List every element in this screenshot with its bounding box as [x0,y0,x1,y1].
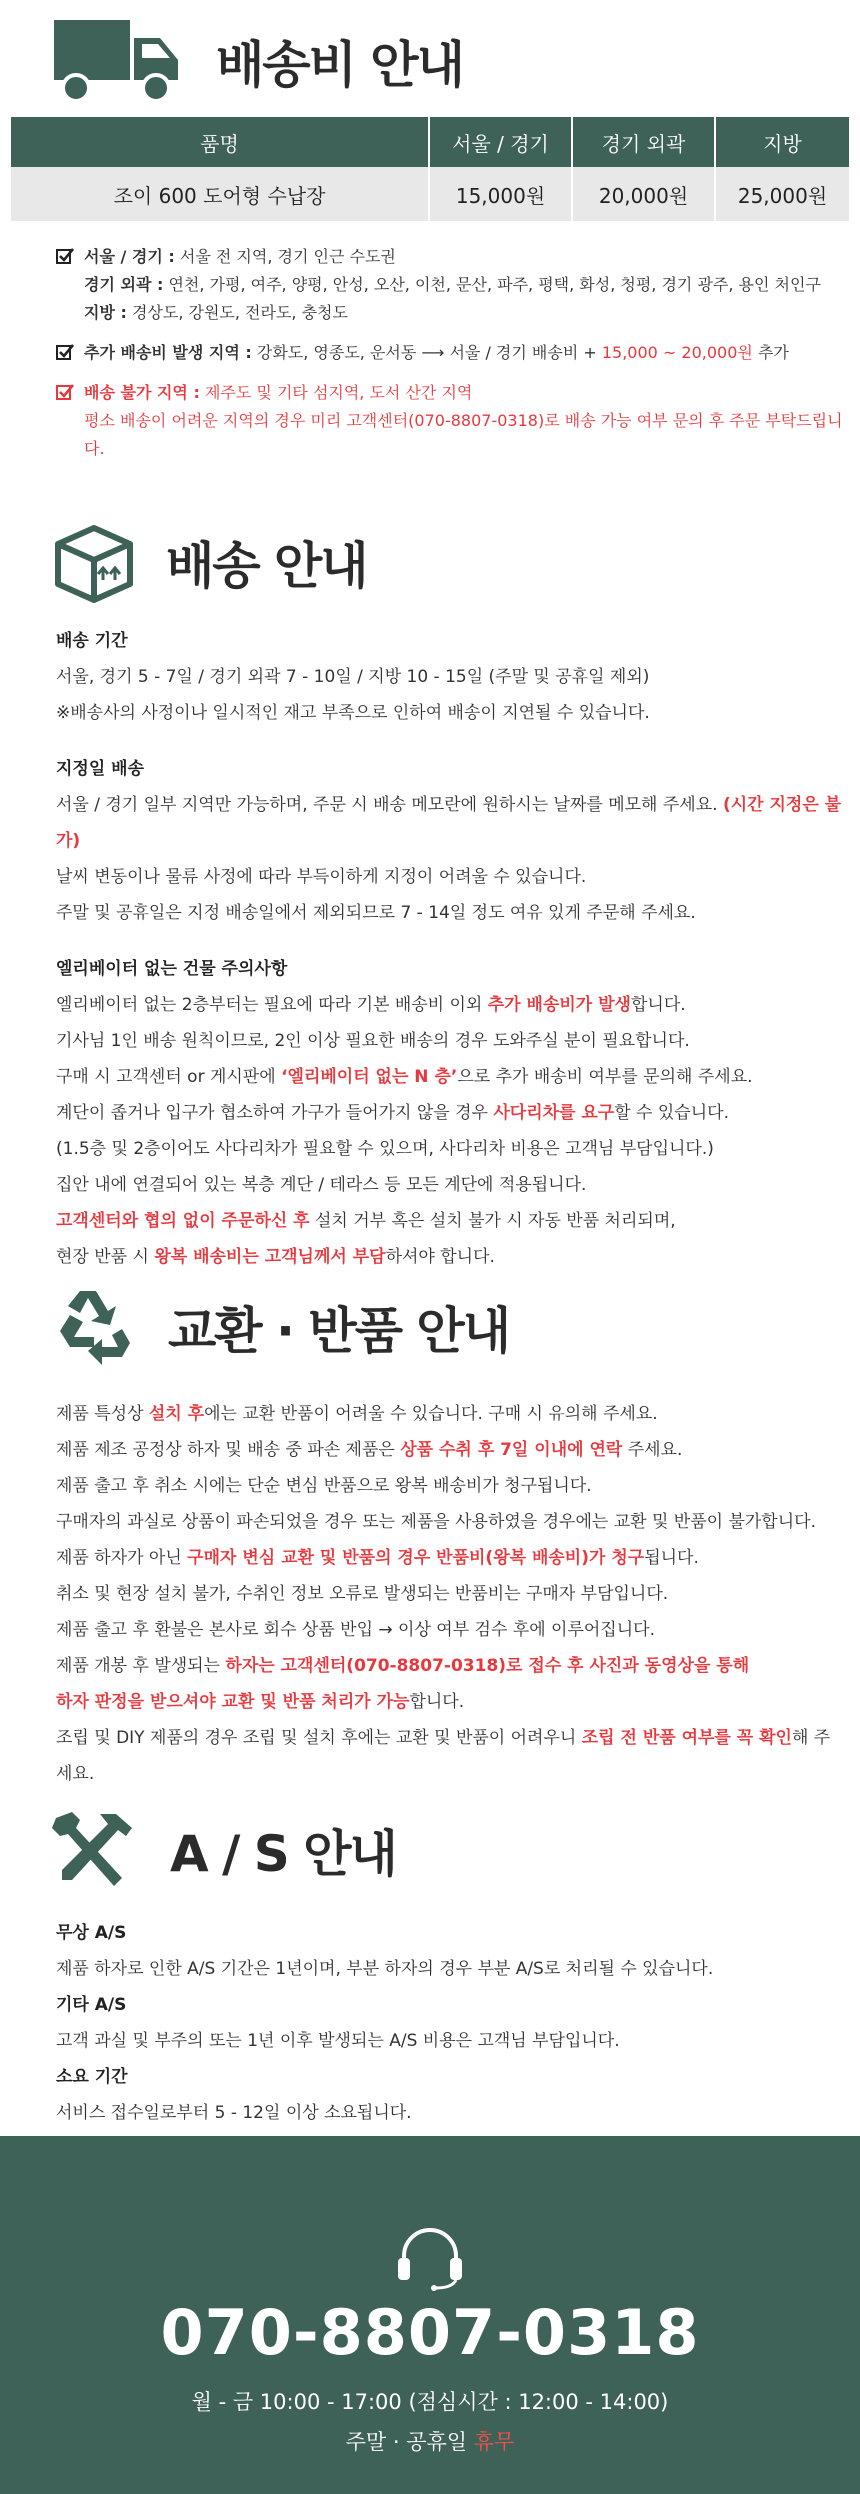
truck-icon [54,16,182,106]
as-time-heading: 소요 기간 [56,2067,128,2087]
table-header-cell: 지방 [715,117,849,167]
shipping-fee-table [11,117,849,221]
period-note: ※배송사의 사정이나 일시적인 재고 부족으로 인하여 배송이 지연될 수 있습니다. [56,703,650,723]
as-free-heading: 무상 A/S [56,1923,127,1943]
date-line: 날씨 변동이나 물류 사정에 따라 부득이하게 지정이 어려울 수 있습니다. [56,867,587,887]
returns-line: 제품 출고 후 취소 시에는 단순 변심 반품으로 왕복 배송비가 청구됩니다. [56,1476,592,1496]
returns-line: 제품 출고 후 환불은 본사로 회수 상품 반입 → 이상 여부 검수 후에 이루어집니다. [56,1620,655,1640]
as-time-text: 서비스 접수일로부터 5 - 12일 이상 소요됩니다. [56,2103,412,2123]
table-header-cell: 서울 / 경기 [429,117,572,167]
delivery-section [56,623,846,1275]
as-header [50,1810,396,1890]
elevator-line: 구매 시 고객센터 or 게시판에 ‘엘리베이터 없는 N 층’으로 추가 배송비 여부를 문의해 주세요. [56,1067,753,1087]
table-cell: 25,000원 [715,167,849,221]
as-etc-heading: 기타 A/S [56,1995,127,2015]
shipping-fee-title: 배송비 안내 [216,36,463,94]
note-region: 서울 / 경기 : 서울 전 지역, 경기 인근 수도권 [56,243,846,271]
delivery-header [52,520,367,604]
table-cell: 15,000원 [429,167,572,221]
table-header-cell: 품명 [11,117,429,167]
contact-footer [0,2136,860,2494]
period-line: 서울, 경기 5 - 7일 / 경기 외곽 7 - 10일 / 지방 10 - 15일 (주말 및 공휴일 제외) [56,667,650,687]
note-unavailable-detail: 평소 배송이 어려운 지역의 경우 미리 고객센터(070-8807-0318)로 배송 가능 여부 문의 후 주문 부탁드립니다. [84,411,843,458]
checkbox-icon [56,343,74,361]
elevator-line: 기사님 1인 배송 원칙이므로, 2인 이상 필요한 배송의 경우 도와주실 분이 필요합니다. [56,1031,690,1051]
period-heading: 배송 기간 [56,631,128,651]
returns-title: 교환 · 반품 안내 [168,1302,510,1360]
date-heading: 지정일 배송 [56,759,145,779]
elevator-line: 계단이 좁거나 입구가 협소하여 가구가 들어가지 않을 경우 사다리차를 요구할 수 있습니다. [56,1103,729,1123]
elevator-heading: 엘리베이터 없는 건물 주의사항 [56,959,288,979]
checkbox-icon [56,247,74,265]
tools-icon [50,1810,136,1890]
holiday-info: 주말 · 공휴일 휴무 [345,2430,515,2454]
elevator-line: 현장 반품 시 왕복 배송비는 고객님께서 부담하셔야 합니다. [56,1247,495,1267]
table-row [11,167,849,221]
note-local: 지방 : 경상도, 강원도, 전라도, 충청도 [84,303,348,322]
returns-line: 구매자의 과실로 상품이 파손되었을 경우 또는 제품을 사용하였을 경우에는 교환 및 반품이 불가합니다. [56,1512,816,1532]
date-line: 서울 / 경기 일부 지역만 가능하며, 주문 시 배송 메모란에 원하시는 날짜를 메모해 주세요. (시간 지정은 불가) [56,795,842,851]
returns-line: 제품 특성상 설치 후에는 교환 반품이 어려울 수 있습니다. 구매 시 유의해 주세요. [56,1404,658,1424]
elevator-line: 고객센터와 협의 없이 주문하신 후 설치 거부 혹은 설치 불가 시 자동 반품 처리되며, [56,1211,676,1231]
delivery-title: 배송 안내 [166,537,367,595]
date-line: 주말 및 공휴일은 지정 배송일에서 제외되므로 7 - 14일 정도 여유 있게 주문해 주세요. [56,903,696,923]
returns-line: 취소 및 현장 설치 불가, 수취인 정보 오류로 발생되는 반품비는 구매자 부담입니다. [56,1584,669,1604]
elevator-line: 집안 내에 연결되어 있는 복층 계단 / 테라스 등 모든 계단에 적용됩니다. [56,1175,587,1195]
table-header-row [11,117,849,167]
headset-icon [392,2226,468,2292]
returns-line: 제품 개봉 후 발생되는 하자는 고객센터(070-8807-0318)로 접수 후 사진과 동영상을 통해 [56,1656,750,1676]
returns-line: 제품 제조 공정상 하자 및 배송 중 파손 제품은 상품 수취 후 7일 이내에 연락 주세요. [56,1440,683,1460]
as-title: A / S 안내 [170,1825,396,1883]
returns-line: 하자 판정을 받으셔야 교환 및 반품 처리가 가능합니다. [56,1692,465,1712]
returns-line: 제품 하자가 아닌 구매자 변심 교환 및 반품의 경우 반품비(왕복 배송비)가 청구됩니다. [56,1548,699,1568]
note-outer: 경기 외곽 : 연천, 가평, 여주, 양평, 안성, 오산, 이천, 문산, 파주, 평택, 화성, 청평, 경기 광주, 용인 처인구 [84,275,821,294]
returns-line: 조립 및 DIY 제품의 경우 조립 및 설치 후에는 교환 및 반품이 어려우니 조립 전 반품 여부를 꼭 확인해 주세요. [56,1728,831,1784]
elevator-line: (1.5층 및 2층이어도 사다리차가 필요할 수 있으며, 사다리차 비용은 고객님 부담입니다.) [56,1139,714,1159]
table-cell: 조이 600 도어형 수납장 [11,167,429,221]
table-cell: 20,000원 [572,167,715,221]
note-unavailable: 배송 불가 지역 : 제주도 및 기타 섬지역, 도서 산간 지역 [56,379,846,407]
returns-section [56,1396,846,1792]
table-header-cell: 경기 외곽 [572,117,715,167]
shipping-fee-header [54,16,463,106]
note-extra: 추가 배송비 발생 지역 : 강화도, 영종도, 운서동 ⟶ 서울 / 경기 배송비 + 15,000 ~ 20,000원 추가 [56,339,846,367]
business-hours: 월 - 금 10:00 - 17:00 (점심시간 : 12:00 - 14:00) [191,2390,669,2414]
elevator-line: 엘리베이터 없는 2층부터는 필요에 따라 기본 배송비 이외 추가 배송비가 발생합니다. [56,995,686,1015]
as-etc-text: 고객 과실 및 부주의 또는 1년 이후 발생되는 A/S 비용은 고객님 부담입니다. [56,2031,620,2051]
phone-number: 070-8807-0318 [160,2296,700,2369]
returns-header [50,1285,509,1369]
box-icon [52,520,136,604]
shipping-notes [56,243,846,475]
checkbox-icon [56,383,74,401]
as-section [56,1915,846,2131]
as-free-text: 제품 하자로 인한 A/S 기간은 1년이며, 부분 하자의 경우 부분 A/S로 처리될 수 있습니다. [56,1959,714,1979]
recycle-icon [50,1285,134,1369]
